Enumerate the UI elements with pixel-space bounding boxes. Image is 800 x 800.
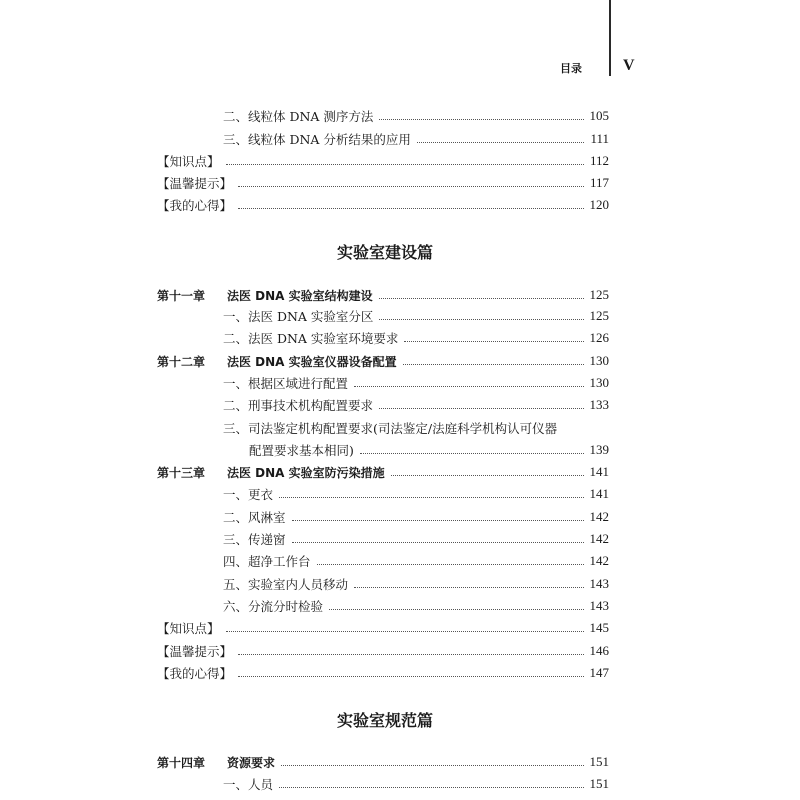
toc-entry: 【温馨提示】 146 [157, 643, 609, 659]
section-title: 实验室建设篇 [336, 243, 433, 262]
toc-entry: 【知识点】 145 [157, 620, 609, 636]
header-divider-line [609, 0, 611, 76]
toc-entry: 三、线粒体 DNA 分析结果的应用 111 [223, 131, 609, 147]
toc-entry: 三、传递窗 142 [223, 531, 609, 547]
toc-entry: 五、实验室内人员移动 143 [223, 576, 609, 592]
toc-entry: 一、更衣 141 [223, 486, 609, 502]
toc-entry: 一、人员 151 [223, 776, 609, 792]
toc-entry: 【我的心得】 120 [157, 197, 609, 213]
chapter-entry: 第十二章 法医 DNA 实验室仪器设备配置 130 [157, 353, 609, 369]
toc-entry: 二、法医 DNA 实验室环境要求 126 [223, 330, 609, 346]
header-page-number: V [623, 57, 635, 74]
toc-entry: 一、根据区域进行配置 130 [223, 375, 609, 391]
chapter-entry: 第十四章 资源要求 151 [157, 754, 609, 770]
toc-entry: 二、风淋室 142 [223, 509, 609, 525]
chapter-entry: 第十一章 法医 DNA 实验室结构建设 125 [157, 287, 609, 303]
section-title: 实验室规范篇 [336, 711, 433, 730]
header-label: 目录 [560, 62, 582, 75]
toc-entry: 【我的心得】 147 [157, 665, 609, 681]
toc-entry: 【知识点】 112 [157, 153, 609, 169]
toc-entry: 四、超净工作台 142 [223, 553, 609, 569]
toc-entry: 二、线粒体 DNA 测序方法 105 [223, 108, 609, 124]
toc-entry-line1: 三、司法鉴定机构配置要求(司法鉴定/法庭科学机构认可仪器 [223, 421, 558, 436]
toc-entry: 配置要求基本相同) 139 [249, 442, 609, 458]
chapter-entry: 第十三章 法医 DNA 实验室防污染措施 141 [157, 464, 609, 480]
toc-entry: 一、法医 DNA 实验室分区 125 [223, 308, 609, 324]
toc-entry: 二、刑事技术机构配置要求 133 [223, 397, 609, 413]
toc-entry: 六、分流分时检验 143 [223, 598, 609, 614]
toc-entry: 【温馨提示】 117 [157, 175, 609, 191]
